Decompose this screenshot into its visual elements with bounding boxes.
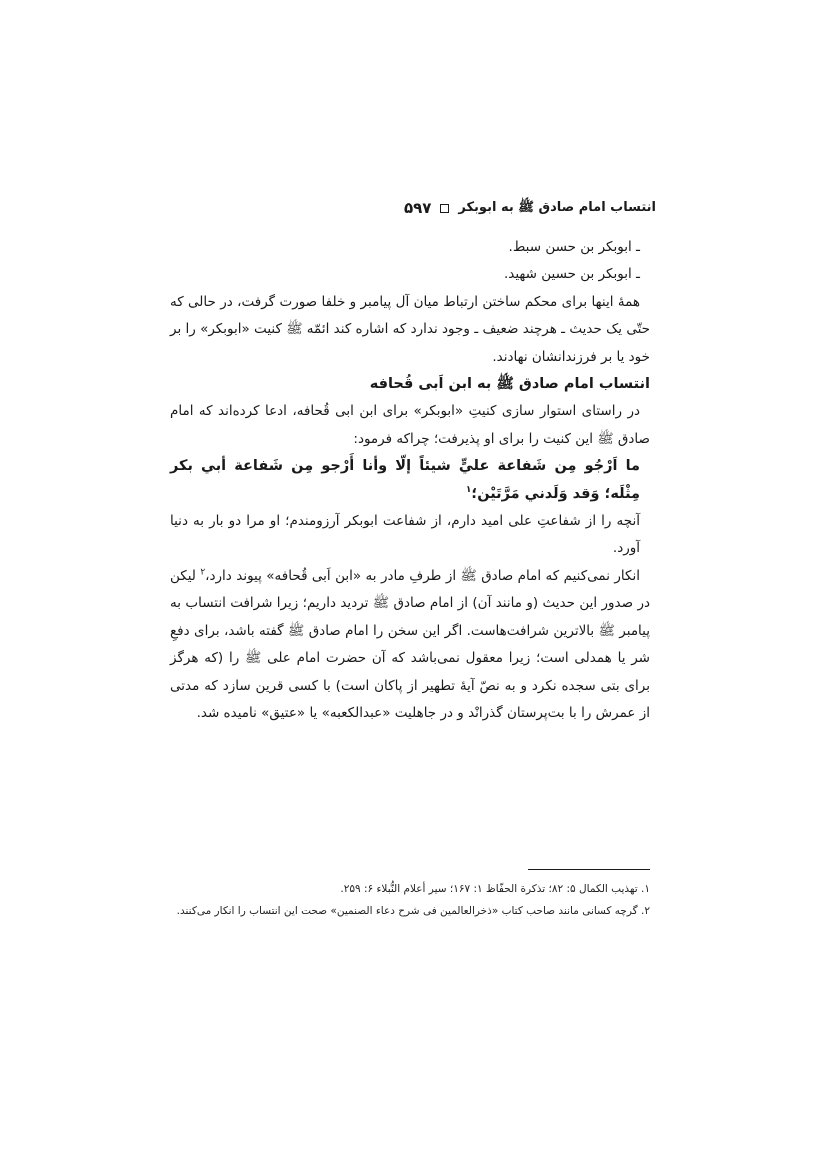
main-text	[170, 234, 650, 727]
paragraph: همهٔ اینها برای محکم ساختن ارتباط میان آل پیامبر و خلفا صورت گرفت، در حالی که حتّی یک حدیث ـ هرچند ضعیف ـ وجود ندارد که اشاره کند ائمّه ﷺ کنیت «ابوبکر» را بر خود یا بر فرزندانشان نهادند.	[170, 293, 650, 365]
page-number: ۵۹۷	[403, 199, 432, 217]
footnote-ref: ۲	[200, 567, 206, 578]
arabic-quote	[170, 453, 650, 508]
paragraph-part: انکار نمی‌کنیم که امام صادق ﷺ از طرفِ مادر به «ابن اَبی قُحافه» پیوند دارد،	[205, 567, 640, 584]
square-bullet-icon	[440, 204, 449, 213]
footnote: ۲. گرچه کسانی مانند صاحب کتاب «ذخرالعالمین فی شرح دعاء الصنمین» صحت این انتساب را انکار می‌کنند.	[176, 905, 650, 917]
section-heading: انتساب امام صادق ﷺ به ابن اَبی قُحافه	[369, 376, 650, 393]
translation: آنچه را از شفاعتِ علی امید دارم، از شفاعت ابوبکر آرزومندم؛ او مرا دو بار به دنیا آورد.	[170, 513, 640, 557]
running-title: انتساب امام صادق ﷺ به ابوبکر	[458, 199, 656, 215]
quote-text: ما اَرْجُو مِن شَفاعة عليٍّ شيئاً إلّا وأنا أَرْجو مِن شَفاعة أبي بكر مِثْلَه؛ وَقد وَلَدني مَرَّتَيْن؛	[170, 458, 640, 502]
paragraph	[170, 563, 650, 727]
paragraph-part: لیکن در صدور این حدیث (و مانند آن) از امام صادق ﷺ تردید داریم؛ زیرا شرافت انتساب به پیامبر ﷺ بالاترین شرافت‌هاست. اگر این سخن را امام صادق ﷺ گفته باشد، برای دفعِ شر یا همدلی است؛ زیرا معقول نمی‌باشد که آن حضرت امام علی ﷺ را (که هرگز برای بتی سجده نکرد و به نصّ آیهٔ تطهیر از پاکان است) با کسی قرین سازد که مدتی از عمرش را با بت‌پرستان گذرانْد و در جاهلیت «عبدالکعبه» یا «عتیق» نامیده شد.	[170, 567, 650, 721]
running-header	[170, 196, 656, 220]
paragraph: در راستای استوار سازی کنیتِ «ابوبکر» برای ابن ابی قُحافه، ادعا کرده‌اند که امام صادق ﷺ این کنیت را برای او پذیرفت؛ چراکه فرمود:	[170, 403, 650, 447]
list-item: ـ ابوبکر بن حسین شهید.	[503, 266, 640, 283]
footnote-divider	[528, 869, 650, 870]
footnote: ۱. تهذیب الکمال ۵: ۸۲؛ تذکرة الحفّاظ ۱: ۱۶۷؛ سیر أعلام النُّبلاء ۶: ۲۵۹.	[340, 883, 650, 895]
footnotes	[170, 878, 654, 922]
list-item: ـ ابوبکر بن حسن سبط.	[508, 239, 640, 255]
footnote-ref: ۱	[465, 484, 472, 495]
